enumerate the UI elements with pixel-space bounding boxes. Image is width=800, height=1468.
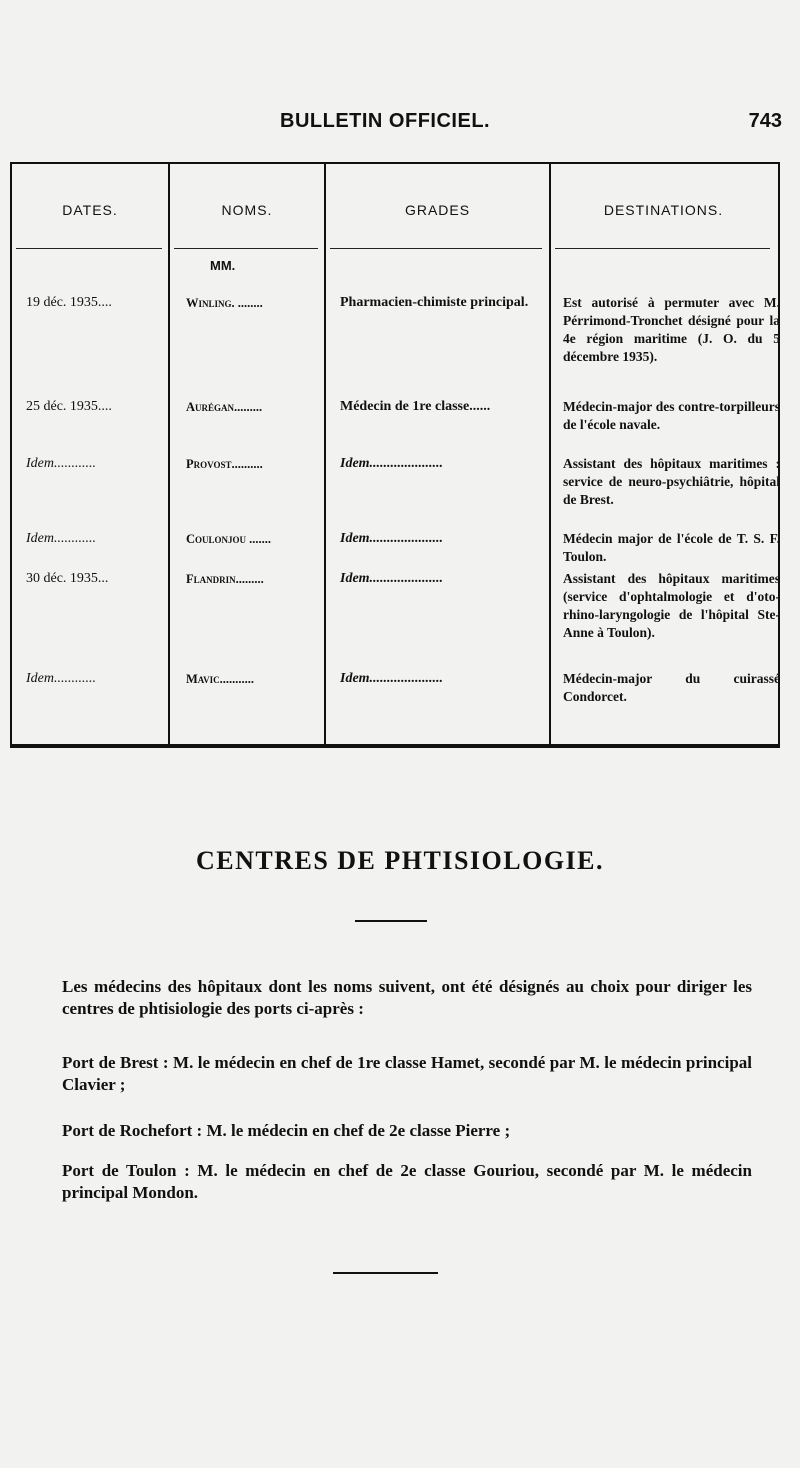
honorific-label: MM. (210, 258, 236, 273)
header-rule (174, 248, 318, 249)
name-cell: Flandrin......... (186, 572, 264, 586)
grade-cell: Idem..................... (340, 531, 444, 546)
header-rule (330, 248, 542, 249)
column-divider (168, 164, 170, 744)
column-header-destinations: DESTINATIONS. (603, 202, 724, 218)
destination-cell: Assistant des hôpitaux maritimes (service d'ophtalmologie et d'oto-rhino-laryngologie de l'hôpital Ste-Anne à Toulon). (563, 571, 780, 640)
destination-cell: Médecin-major du cuirassé Condorcet. (563, 671, 780, 704)
header-rule (555, 248, 770, 249)
name-cell: Coulonjou ....... (186, 532, 272, 546)
date-cell: 25 déc. 1935.... (26, 399, 112, 414)
paragraph: Port de Toulon : M. le médecin en chef de 2e classe Gouriou, secondé par M. le médecin principal Mondon. (62, 1161, 752, 1202)
destination-cell: Assistant des hôpitaux maritimes : service de neuro-psychiâtrie, hôpital de Brest. (563, 456, 780, 507)
name-cell: Mavic........... (186, 672, 255, 686)
destination-cell: Est autorisé à permuter avec M. Pérrimond-Tronchet désigné pour la 4e région maritime (J. O. du 5 décembre 1935). (563, 295, 780, 364)
paragraph: Les médecins des hôpitaux dont les noms suivent, ont été désignés au choix pour diriger les centres de phtisiologie des ports ci-après : (62, 977, 752, 1018)
grade-cell: Idem..................... (340, 671, 444, 686)
date-cell: Idem............ (26, 671, 96, 686)
column-header-grades: GRADES (404, 202, 471, 218)
name-cell: Provost.......... (186, 457, 263, 471)
name-cell: Winling. ........ (186, 296, 263, 310)
column-divider (549, 164, 551, 744)
title-rule (355, 920, 427, 922)
destination-cell: Médecin-major des contre-torpilleurs de l'école navale. (563, 399, 780, 432)
date-cell: Idem............ (26, 456, 96, 471)
section-title: CENTRES DE PHTISIOLOGIE. (195, 846, 605, 875)
grade-cell: Médecin de 1re classe...... (340, 399, 491, 414)
paragraph: Port de Rochefort : M. le médecin en chef de 2e classe Pierre ; (62, 1121, 511, 1140)
header-rule (16, 248, 162, 249)
destination-cell: Médecin major de l'école de T. S. F. Toulon. (563, 531, 780, 564)
column-header-noms: NOMS. (221, 202, 273, 218)
name-cell: Aurégan......... (186, 400, 263, 414)
running-title: BULLETIN OFFICIEL. (280, 110, 491, 132)
date-cell: 30 déc. 1935... (26, 571, 109, 586)
date-cell: 19 déc. 1935.... (26, 295, 112, 310)
paragraph: Port de Brest : M. le médecin en chef de 1re classe Hamet, secondé par M. le médecin principal Clavier ; (62, 1053, 752, 1094)
column-header-dates: DATES. (62, 202, 118, 218)
grade-cell: Idem..................... (340, 456, 444, 471)
grade-cell: Idem..................... (340, 571, 444, 586)
page-number: 743 (748, 110, 782, 132)
grade-cell: Pharmacien-chimiste principal. (340, 295, 529, 310)
running-head (0, 110, 800, 140)
end-rule (333, 1272, 438, 1274)
column-divider (324, 164, 326, 744)
date-cell: Idem............ (26, 531, 96, 546)
